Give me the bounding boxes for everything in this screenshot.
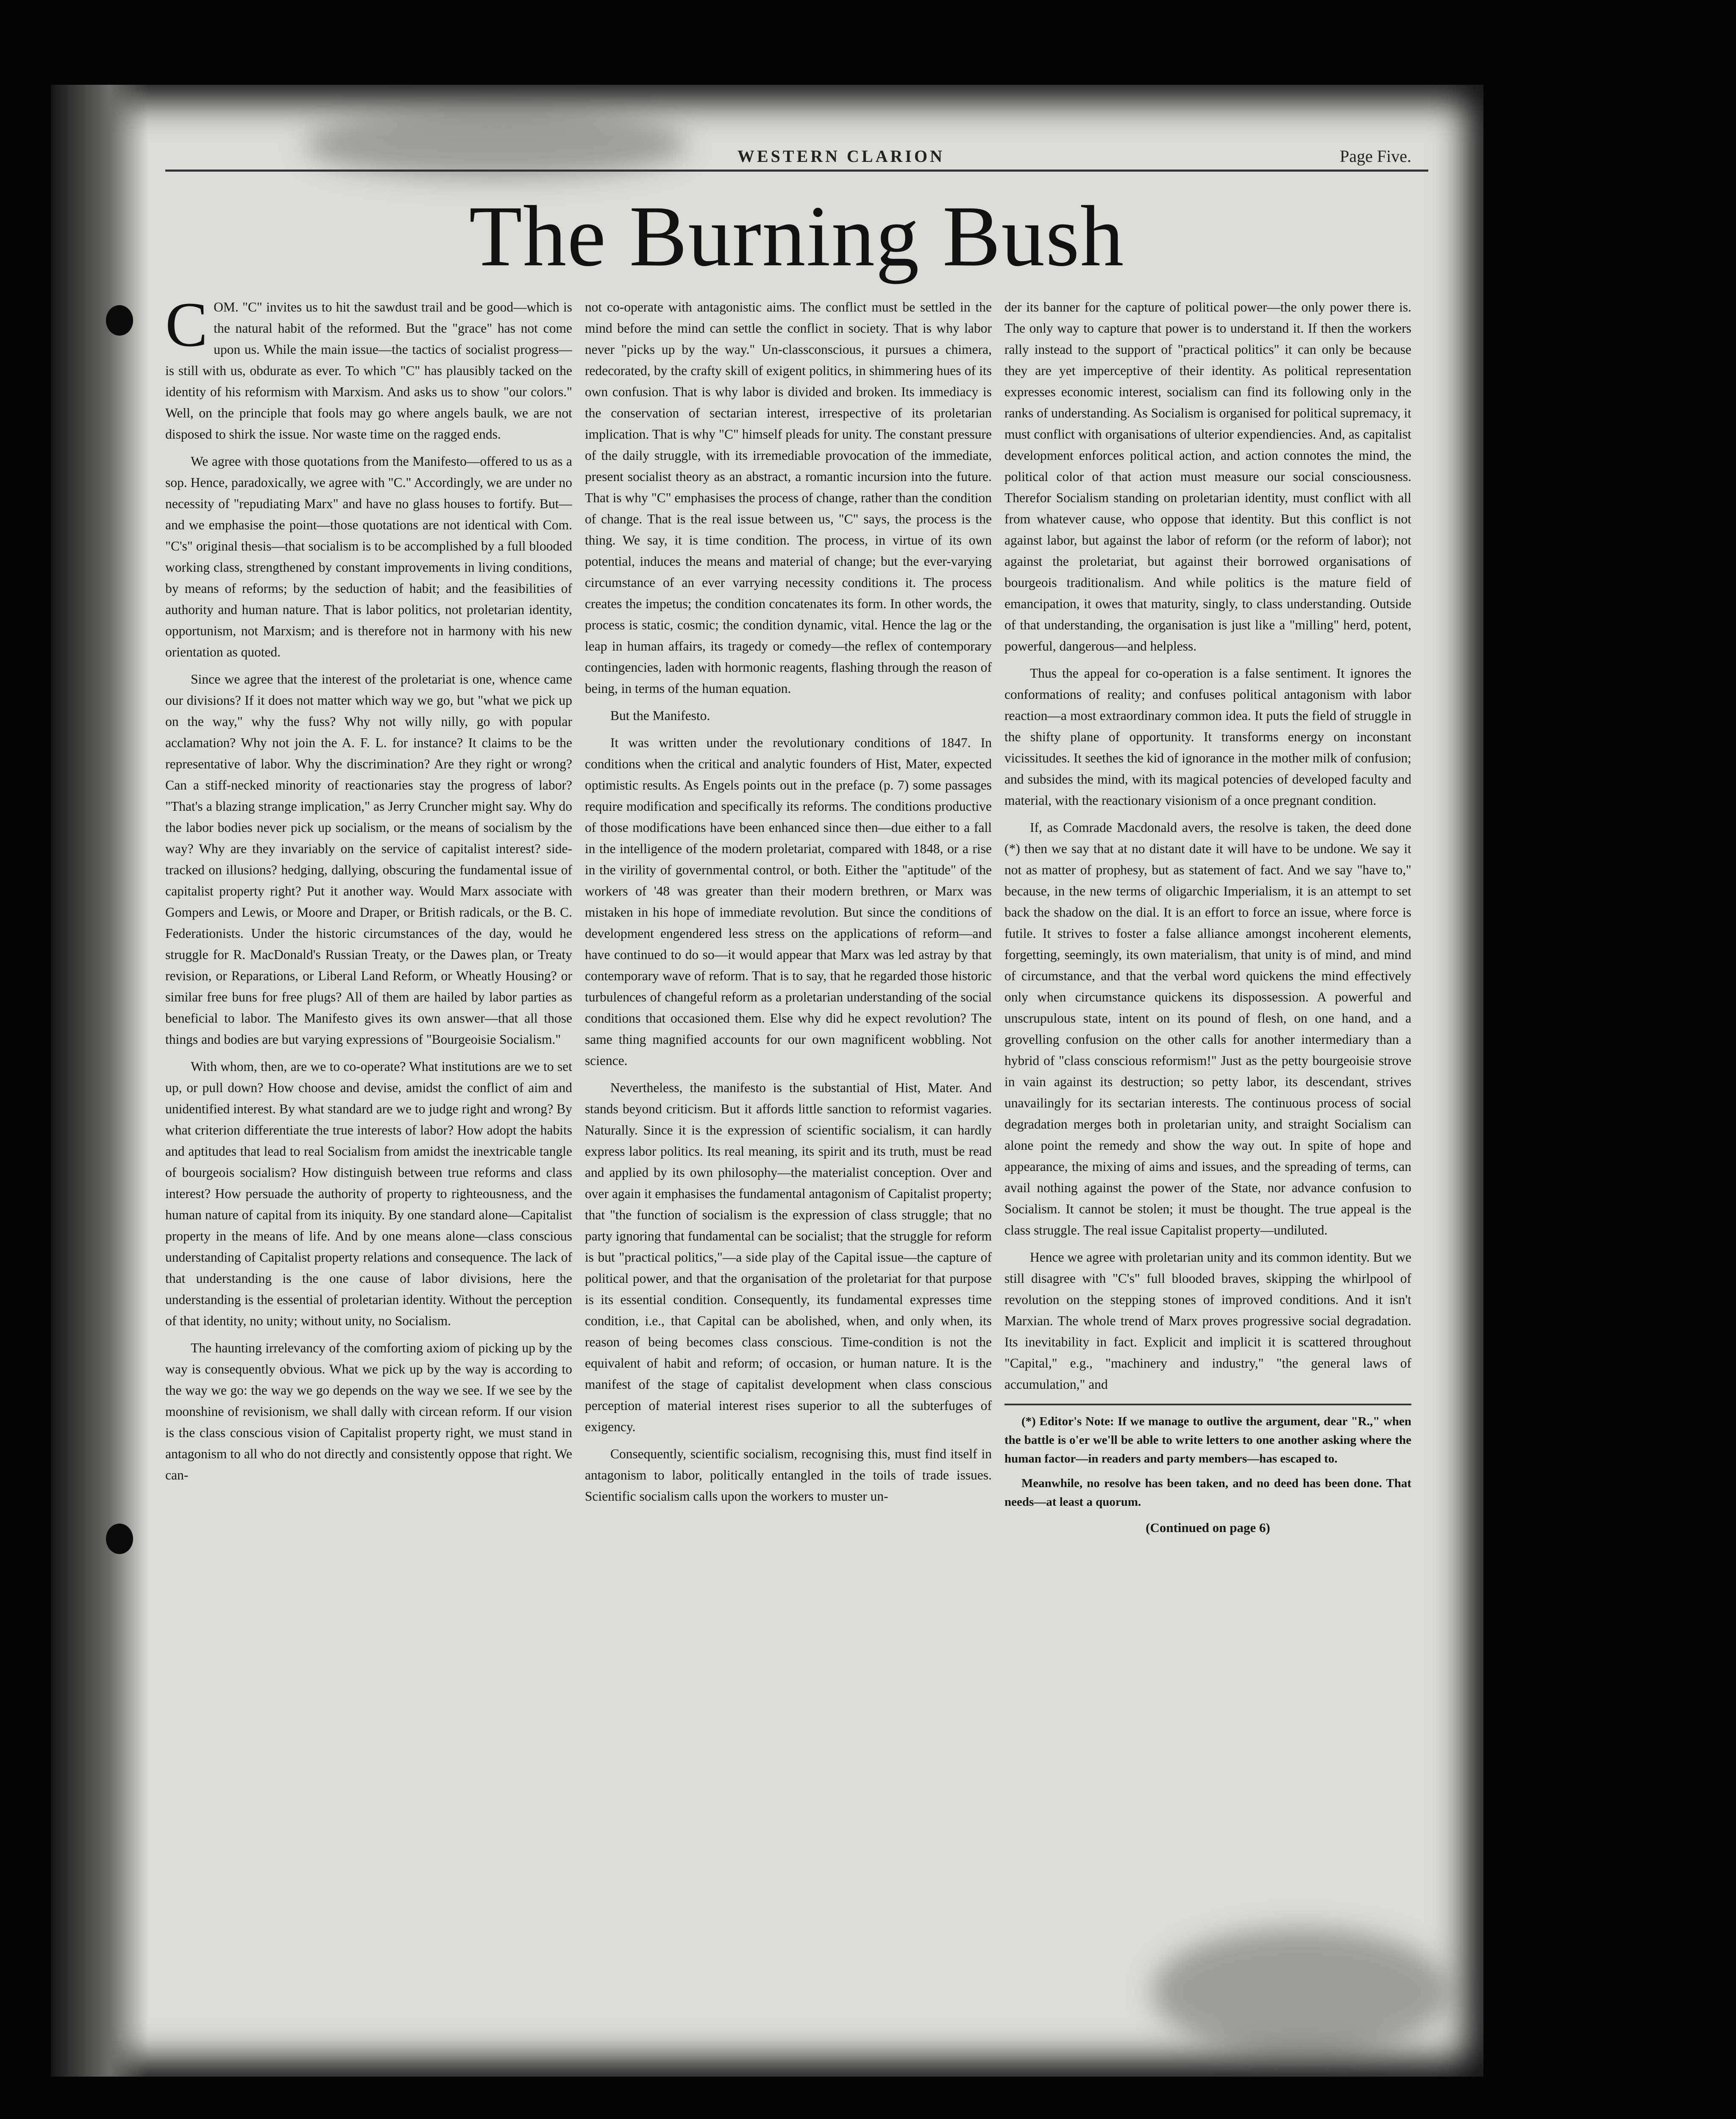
article-paragraph: With whom, then, are we to co-operate? What institutions are we to set up, or pull down? How choose and devise, amidst the conflict of aim and unidentified interest. By what standard are we to judge right and wrong? By what criterion differentiate the true interests of labor? How adopt the habits and aptitudes that lead to real Socialism from amidst the inextricable tangle of bourgeois socialism? How distinguish between true reforms and class interest? How persuade the authority of property to righteousness, and the human nature of capital from its iniquity. By one standard alone—Capitalist property in the means of life. And by one means alone—class conscious understanding of Capitalist property relations and consequence. The lack of that understanding is the one cause of labor divisions, here the understanding is the essential of proletarian identity. Without the perception of that identity, no unity; without unity, no Socialism. bbox=[165, 1059, 572, 1328]
article-paragraph bbox=[165, 297, 572, 445]
article-paragraph: It was written under the revolutionary conditions of 1847. In conditions when the critical and analytic founders of Hist, Mater, expected optimistic results. As Engels points out in the preface (p. 7) some passages require modification and specifically its reforms. The conditions productive of those modifications have been enhanced since then—due either to a fall in the intelligence of the modern proletariat, compared with 1848, or a rise in the virility of governmental control, or both. Either the "aptitude" of the workers of '48 was greater than their modern brethren, or Marx was mistaken in his hope of immediate revolution. But since the conditions of development engendered less stress on the applications of reform—and have continued to do so—it would appear that Marx was led astray by that contemporary wave of reform. That is to say, that he regarded those historic turbulences of changeful reform as a proletarian understanding of the social conditions that occasioned them. Else why did he expect revolution? The same thing magnified accounts for our own magnificent wobbling. Not science. bbox=[585, 735, 992, 1068]
newspaper-name: WESTERN CLARION bbox=[737, 147, 945, 166]
editors-note bbox=[1004, 1412, 1411, 1511]
article-paragraph: Since we agree that the interest of the proletariat is one, whence came our divisions? If it does not matter which way we go, but "what we pick up on the way," why the fuss? Why not willy nilly, go with popular acclamation? Why not join the A. F. L. for instance? It claims to be the representative of labor. Why the discrimination? Are they right or wrong? Can a stiff-necked minority of reactionaries stay the progress of labor? "That's a blazing strange implication," as Jerry Cruncher might say. Why do the labor bodies never pick up socialism, or the means of socialism by the way? Why are they invariably on the service of capitalist interest? side-tracked on illusions? hedging, dallying, obscuring the fundamental issue of capitalist property right? Put it another way. Would Marx associate with Gompers and Lewis, or Moore and Draper, or British radicals, or the B. C. Federationists. Under the historic circumstances of the day, would he struggle for R. MacDonald's Russian Treaty, or the Dawes plan, or Treaty revision, or Reparations, or Liberal Land Reform, or Wheatly Housing? or similar free buns for free plugs? All of them are hailed by labor parties as beneficial to labor. The Manifesto gives its own answer—that all those things and bodies are but varying expressions of "Bourgeoisie Socialism." bbox=[165, 672, 572, 1047]
continued-notice: (Continued on page 6) bbox=[1146, 1520, 1270, 1535]
footnote-paragraph: Meanwhile, no resolve has been taken, and no deed has been done. That needs—at least a quorum. bbox=[1004, 1477, 1411, 1509]
article-paragraph: Nevertheless, the manifesto is the substantial of Hist, Mater. And stands beyond criticism. But it affords little sanction to reformist vagaries. Naturally. Since it is the expression of scientific socialism, it can hardly express labor politics. Its real meaning, its spirit and its truth, must be read and applied by its own philosophy—the materialist conception. Over and over again it emphasises the fundamental antagonism of Capitalist property; that "the function of socialism is the expression of class struggle; that no party ignoring that fundamental can be socialist; that the struggle for reform is but "practical politics,"—a side play of the Capital issue—the capture of political power, and that the organisation of the proletariat for that purpose is its essential condition. Consequently, its fundamental expresses time condition, i.e., that Capital can be abolished, when, and only when, its reason of being becomes class conscious. Time-condition is not the equivalent of habit and reform; of occasion, or human nature. It is the manifest of the stage of capitalist development when class conscious perception of material interest rises superior to all the subterfuges of exigency. bbox=[585, 1080, 992, 1434]
article-paragraph: Hence we agree with proletarian unity and its common identity. But we still disagree with "C's" full blooded braves, skipping the whirlpool of revolution on the stepping stones of improved conditions. And it isn't Marxian. The whole trend of Marx proves progressive social degradation. Its inevitability in fact. Explicit and implicit it is scattered throughout "Capital," e.g., "machinery and industry," "the general laws of accumulation," and bbox=[1004, 1250, 1411, 1392]
article-paragraph: We agree with those quotations from the Manifesto—offered to us as a sop. Hence, paradoxically, we agree with "C." Accordingly, we are under no necessity of "repudiating Marx" and have no glass houses to fortify. But—and we emphasise the point—those quotations are not identical with Com. "C's" original thesis—that socialism is to be accomplished by a full blooded working class, strengthened by constant improvements in living conditions, by means of reforms; by the seduction of habit; and the feasibilities of authority and human nature. That is labor politics, not proletarian identity, opportunism, not Marxism; and is therefore not in harmony with his new orientation as quoted. bbox=[165, 454, 572, 659]
masthead-rule bbox=[165, 170, 1428, 172]
page-content bbox=[51, 85, 1483, 2077]
article-column-3 bbox=[1004, 297, 1411, 1928]
article-paragraph: The haunting irrelevancy of the comforting axiom of picking up by the way is consequently obvious. What we pick up by the way is according to the way we go: the way we go depends on the way we see. If we see by the moonshine of revisionism, we shall dally with circean reform. If our vision is the class conscious vision of Capitalist property right, we must stand in antagonism to all who do not directly and consistently oppose that right. We can- bbox=[165, 1340, 572, 1482]
article-paragraph: Consequently, scientific socialism, recognising this, must find itself in antagonism to labor, politically entangled in the toils of trade issues. Scientific socialism calls upon the workers to muster un- bbox=[585, 1446, 992, 1504]
drop-cap: C bbox=[165, 297, 208, 360]
footnote-paragraph: (*) Editor's Note: If we manage to outlive the argument, dear "R.," when the battle is o'er we'll be able to write letters to one another asking where the human factor—in readers and party members—has escaped to. bbox=[1004, 1415, 1411, 1466]
article-column-2 bbox=[585, 297, 992, 1928]
article-headline: The Burning Bush bbox=[469, 188, 1125, 284]
article-paragraph: der its banner for the capture of political power—the only power there is. The only way to capture that power is to understand it. If then the workers rally instead to the support of "practical politics" it can only be because they are yet imperceptive of their identity. As political representation expresses economic interest, socialism can find its following only in the ranks of understanding. As Socialism is organised for political supremacy, it must conflict with organisations of ulterior expendiencies. And, as capitalist development enforces political action, and action connotes the mind, the political color of that action must measure our social consciousness. Therefor Socialism standing on proletarian identity, must conflict with all from whatever cause, who oppose that identity. But this conflict is not against labor, but against the labor of reform (or the reform of labor); not against the proletariat, but against their borrowed organisations of bourgeois traditionalism. And while politics is the mature field of emancipation, it owes that maturity, singly, to class understanding. Outside of that understanding, the organisation is just like a "milling" herd, potent, powerful, dangerous—and helpless. bbox=[1004, 300, 1411, 653]
article-paragraph: If, as Comrade Macdonald avers, the resolve is taken, the deed done (*) then we say that at no distant date it will have to be undone. We say it not as matter of prophesy, but as statement of fact. And we say "have to," because, in the new terms of oligarchic Imperialism, it is an attempt to set back the shadow on the dial. It is an effort to force an issue, where force is futile. It strives to foster a false alliance amongst incoherent elements, forgetting, seemingly, its own materialism, that unity is of mind, and mind of circumstance, and that the verbal word quickens the mind effectively only when circumstance quickens its dispossession. A powerful and unscrupulous state, intent on its pound of flesh, on one hand, and a grovelling confusion on the other calls for another intermediary than a hybrid of "class conscious reformism!" Just as the petty bourgeoisie strove in vain against its destruction; so petty labor, its descendant, strives unavailingly for its sectarian interests. The continuous process of social degradation merges both in proletarian unity, and straight Socialism can alone point the remedy and show the way out. In spite of hope and appearance, the mixing of aims and issues, and the spreading of terms, can avail nothing against the power of the State, nor advance confusion to Socialism. It cannot be stolen; it must be thought. The true appeal is the class struggle. The real issue Capitalist property—undiluted. bbox=[1004, 820, 1411, 1237]
article-paragraph: Thus the appeal for co-operation is a false sentiment. It ignores the conformations of reality; and confuses political antagonism with labor reaction—a most extraordinary common idea. It puts the field of struggle in the shifty plane of opportunity. It transforms energy on inconstant vicissitudes. It seethes the kid of ignorance in the mother milk of confusion; and subsides the mind, with its magical potencies of developed faculty and material, with the reactionary visionism of a once pregnant condition. bbox=[1004, 666, 1411, 808]
article-paragraph: not co-operate with antagonistic aims. The conflict must be settled in the mind before the mind can settle the conflict in society. That is why labor never "picks up by the way." Un-classconscious, it pursues a chimera, redecorated, by the crafty skill of exigent politics, in shimmering hues of its own confusion. That is why labor is divided and broken. Its immediacy is the conservation of sectarian interest, irrespective of its proletarian implication. That is why "C" himself pleads for unity. The constant pressure of the daily struggle, with its irremediable provocation of the immediate, present socialist theory as an abstract, a romantic incursion into the future. That is why "C" emphasises the process of change, rather than the condition of change. That is the real issue between us, "C" says, the process is the thing. We say, it is time condition. The process, in virtue of its own potential, induces the means and material of change; but the ever-varying circumstance of an ever varrying necessity conditions it. The process creates the impetus; the condition concatenates its form. In other words, the process is static, cosmic; the condition dynamic, vital. Hence the lag or the leap in human affairs, its tragedy or comedy—the reflex of contemporary contingencies, laden with hormonic reagents, flashing through the reason of being, in terms of the human equation. bbox=[585, 300, 992, 696]
paragraph-text: OM. "C" invites us to hit the sawdust trail and be good—which is the natural habit of the reformed. But the "grace" has not come upon us. While the main issue—the tactics of socialist progress—is still with us, obdurate as ever. To which "C" has plausibly tacked on the identity of his reformism with Marxism. And asks us to show "our colors." Well, on the principle that fools may go where angels baulk, we are not disposed to shirk the issue. Nor waste time on the ragged ends. bbox=[165, 300, 572, 442]
article-paragraph: But the Manifesto. bbox=[610, 708, 710, 723]
article-column-1 bbox=[165, 297, 572, 1928]
page-number: Page Five. bbox=[1340, 147, 1411, 166]
masthead bbox=[165, 146, 1428, 178]
footnote-rule bbox=[1004, 1404, 1411, 1405]
